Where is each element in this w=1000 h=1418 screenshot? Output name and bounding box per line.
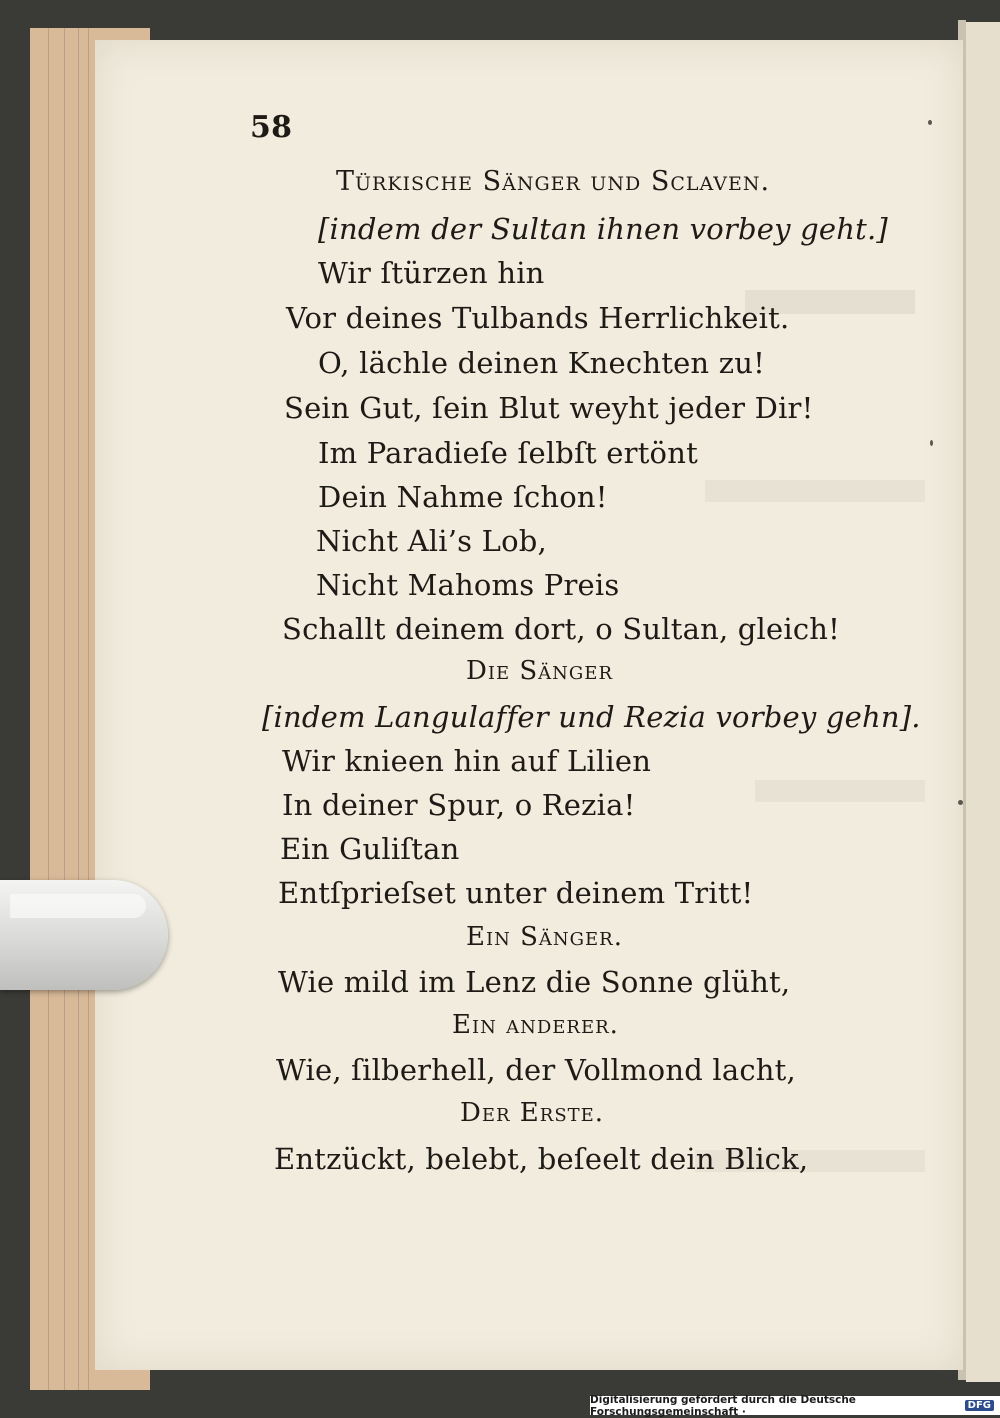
text-line: Im Paradieſe ſelbſt ertönt [318, 436, 698, 470]
text-line: Wie mild im Lenz die Sonne glüht, [278, 965, 791, 999]
text-line: Türkische Sänger und Sclaven. [336, 166, 771, 197]
bleed-through [755, 780, 925, 802]
text-line: Ein Guliſtan [280, 832, 460, 866]
dfg-logo-icon: DFG [965, 1400, 994, 1411]
speaker-heading: Ein anderer. [452, 1010, 619, 1040]
speaker-heading: Die Sänger [466, 656, 613, 686]
page-edge [78, 28, 79, 1390]
page-edge [88, 28, 89, 1390]
text-line: O, lächle deinen Knechten zu! [318, 346, 765, 380]
digitization-credit [590, 1393, 1000, 1418]
text-line: Entzückt, belebt, beſeelt dein Blick, [274, 1142, 809, 1176]
page-clip [0, 880, 168, 990]
text-line: Nicht Mahoms Preis [316, 568, 620, 602]
page-edge [48, 28, 49, 1390]
text-line: In deiner Spur, o Rezia! [282, 788, 636, 822]
speaker-heading: Der Erste. [460, 1098, 605, 1128]
page-number: 58 [250, 110, 293, 145]
text-line: Sein Gut, ſein Blut weyht jeder Dir! [284, 391, 814, 425]
text-line: [indem Langulaffer und Rezia vorbey gehn]. [262, 700, 921, 734]
text-line: Wie, ſilberhell, der Vollmond lacht, [276, 1053, 796, 1087]
text-line: Entſprieſset unter deinem Tritt! [278, 876, 754, 910]
speck [928, 120, 932, 125]
text-line: [indem der Sultan ihnen vorbey geht.] [318, 212, 888, 246]
speaker-heading: Ein Sänger. [466, 922, 624, 952]
speck [930, 440, 933, 446]
facing-page-edge [966, 22, 1000, 1382]
speck [958, 800, 963, 805]
page-edge [64, 28, 65, 1390]
text-line: Nicht Ali’s Lob, [316, 524, 547, 558]
text-line: Wir knieen hin auf Lilien [282, 744, 652, 778]
text-line: Wir ſtürzen hin [318, 256, 545, 290]
text-line: Vor deines Tulbands Herrlichkeit. [286, 301, 790, 335]
text-line: Dein Nahme ſchon! [318, 480, 608, 514]
bleed-through [705, 480, 925, 502]
text-line: Schallt deinem dort, o Sultan, gleich! [282, 612, 841, 646]
credit-text: Digitalisierung gefördert durch die Deutsche Forschungsgemeinschaft · [590, 1393, 856, 1418]
